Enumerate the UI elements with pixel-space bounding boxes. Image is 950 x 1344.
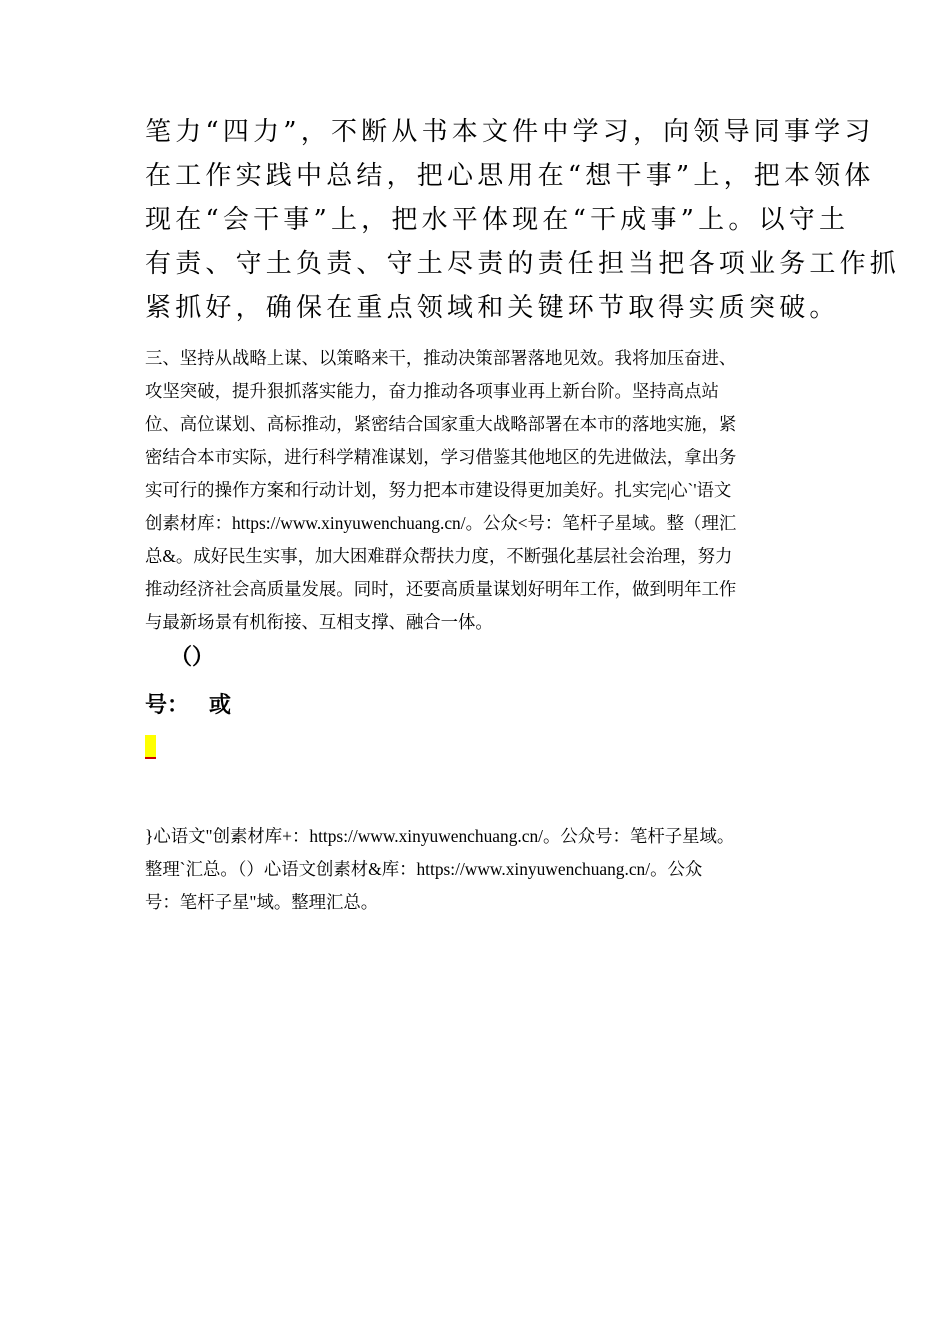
- main-paragraph-line: 有责、守土负责、守土尽责的责任担当把各项业务工作抓: [145, 249, 901, 279]
- label-right: 或: [209, 692, 232, 718]
- section-three-paragraph: [145, 342, 810, 639]
- section-paragraph-line: 推动经济社会高质量发展。同时，还要高质量谋划好明年工作，做到明年工作: [145, 579, 737, 599]
- section-paragraph-line: 位、高位谋划、高标推动，紧密结合国家重大战略部署在本市的落地实施，紧: [145, 414, 737, 434]
- main-paragraph-line: 现在“会干事”上，把水平体现在“干成事”上。以守土: [145, 205, 850, 235]
- footer-paragraph-line: 整理`汇总。（）心语文创素材&库：https://www.xinyuwenchuang.cn/。公众: [145, 859, 703, 879]
- label-line: [145, 688, 231, 719]
- section-paragraph-line: 与最新场景有机衔接、互相支撑、融合一体。: [145, 612, 493, 632]
- main-paragraph-line: 笔力“四力”，不断从书本文件中学习，向领导同事学习: [145, 117, 875, 147]
- section-paragraph-line: 总&。成好民生实事，加大困难群众帮扶力度，不断强化基层社会治理，努力: [145, 546, 733, 566]
- footer-paragraph-line: }心语文"创素材库+：https://www.xinyuwenchuang.cn/。公众号：笔杆子星域。: [145, 826, 735, 846]
- section-paragraph-line: 攻坚突破，提升狠抓落实能力，奋力推动各项事业再上新台阶。坚持高点站: [145, 381, 719, 401]
- paren-heading: （）: [170, 644, 215, 670]
- main-paragraph-line: 在工作实践中总结，把心思用在“想干事”上，把本领体: [145, 161, 875, 191]
- main-paragraph-line: 紧抓好，确保在重点领域和关键环节取得实质突破。: [145, 293, 840, 323]
- footer-paragraph: [145, 820, 810, 919]
- section-paragraph-line: 创素材库：https://www.xinyuwenchuang.cn/。公众<号：笔杆子星域。整（理汇: [145, 513, 737, 533]
- section-paragraph-line: 实可行的操作方案和行动计划，努力把本市建设得更加美好。扎实完|心`'语文: [145, 480, 732, 500]
- footer-paragraph-line: 号：笔杆子星"域。整理汇总。: [145, 892, 379, 912]
- main-paragraph: [145, 110, 901, 330]
- label-left: 号：: [145, 692, 190, 718]
- section-paragraph-line: 密结合本市实际，进行科学精准谋划，学习借鉴其他地区的先进做法，拿出务: [145, 447, 737, 467]
- highlight-marker: [145, 735, 156, 759]
- section-paragraph-line: 三、坚持从战略上谋、以策略来干，推动决策部署落地见效。我将加压奋进、: [145, 348, 737, 368]
